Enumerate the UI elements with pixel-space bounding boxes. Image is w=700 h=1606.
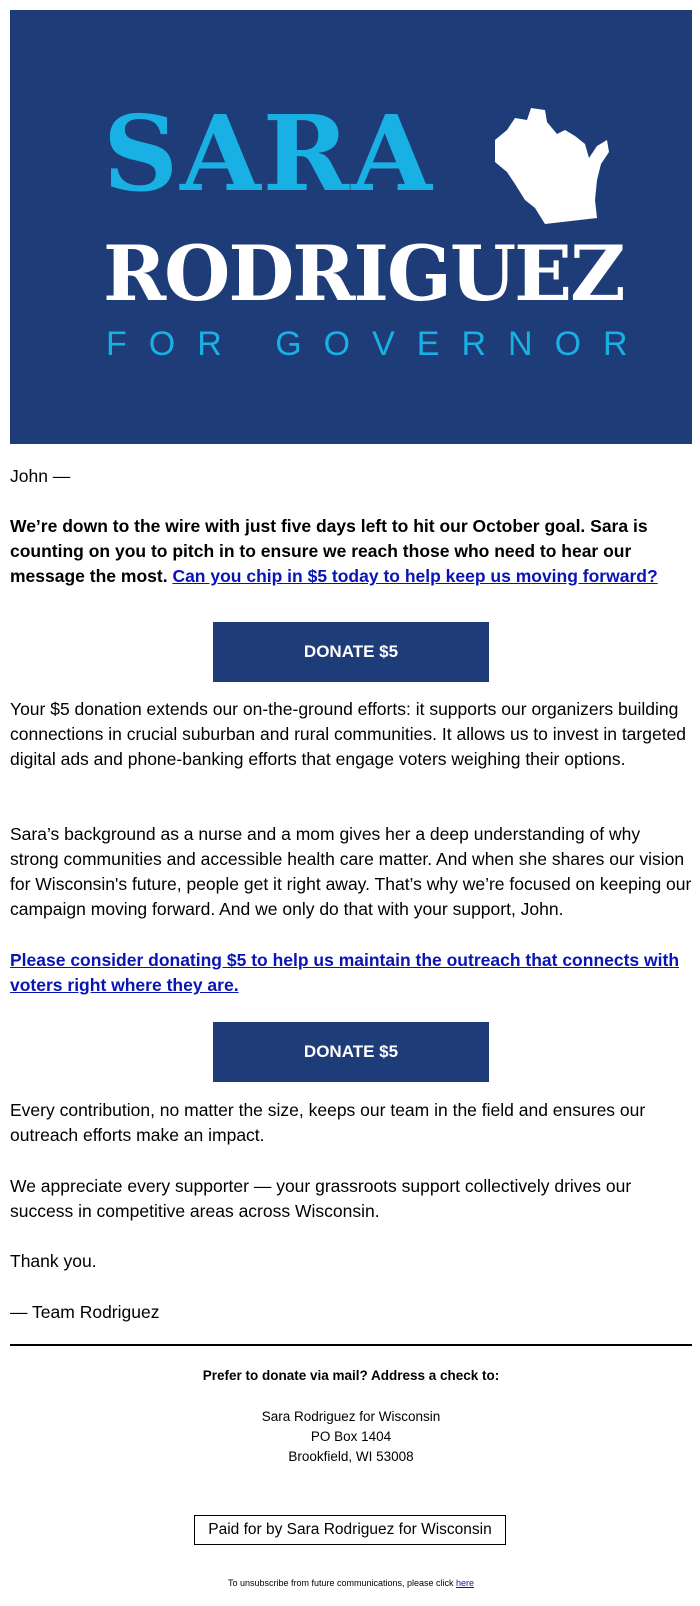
greeting: John — (10, 466, 71, 486)
mail-donation-heading: Prefer to donate via mail? Address a check to: (202, 1368, 500, 1383)
donation-impact-paragraph: Your $5 donation extends our on-the-ground efforts: it supports our organizers building connections in crucial suburban and rural communities. It allows us to invest in targeted digital ads and phone-banking efforts that engage voters weighing their options. (10, 699, 687, 769)
donate-button-top[interactable]: DONATE $5 (213, 622, 489, 682)
lead-text: We’re down to the wire with just five days left to hit our October goal. Sara is counting on you to pitch in to ensure we reach those who need to hear our message the most. (10, 516, 648, 586)
address-line-3: Brookfield, WI 53008 (288, 1449, 414, 1464)
address-line-1: Sara Rodriguez for Wisconsin (261, 1409, 441, 1424)
campaign-logo-banner (10, 10, 692, 444)
chip-in-link[interactable]: Can you chip in $5 today to help keep us moving forward? (172, 566, 658, 586)
donate-button-bottom[interactable]: DONATE $5 (213, 1022, 489, 1082)
unsubscribe-link[interactable]: here (456, 1578, 475, 1588)
logo-last-name: RODRIGUEZ (103, 229, 624, 318)
logo-first-name: SARA (103, 92, 434, 215)
background-paragraph: Sara’s background as a nurse and a mom gives her a deep understanding of why strong communities and accessible health care matter. And when she shares our vision for Wisconsin's future, people get it right away. That’s why we’re focused on keeping our campaign moving forward. And we only do that with your support, John. (10, 824, 692, 919)
logo-tagline: FOR GOVERNOR (106, 325, 650, 363)
outreach-donate-link[interactable]: Please consider donating $5 to help us maintain the outreach that connects with voters right where they are. (10, 950, 680, 995)
lead-paragraph (10, 514, 692, 589)
email-body (10, 10, 692, 444)
address-line-2: PO Box 1404 (310, 1429, 392, 1444)
paid-for-disclaimer: Paid for by Sara Rodriguez for Wisconsin (194, 1515, 506, 1545)
appreciation-paragraph: We appreciate every supporter — your grassroots support collectively drives our success in competitive areas across Wisconsin. (10, 1176, 632, 1221)
contribution-paragraph: Every contribution, no matter the size, keeps our team in the field and ensures our outreach efforts make an impact. (10, 1100, 646, 1145)
mailing-address (10, 1407, 692, 1467)
thanks-line: Thank you. (10, 1251, 97, 1271)
outreach-link-paragraph (10, 948, 692, 998)
unsubscribe-line (10, 1577, 692, 1589)
signoff-line: — Team Rodriguez (10, 1302, 160, 1322)
wisconsin-state-icon (485, 100, 611, 230)
footer-divider (10, 1344, 692, 1346)
unsubscribe-text: To unsubscribe from future communications, please click (227, 1578, 457, 1588)
